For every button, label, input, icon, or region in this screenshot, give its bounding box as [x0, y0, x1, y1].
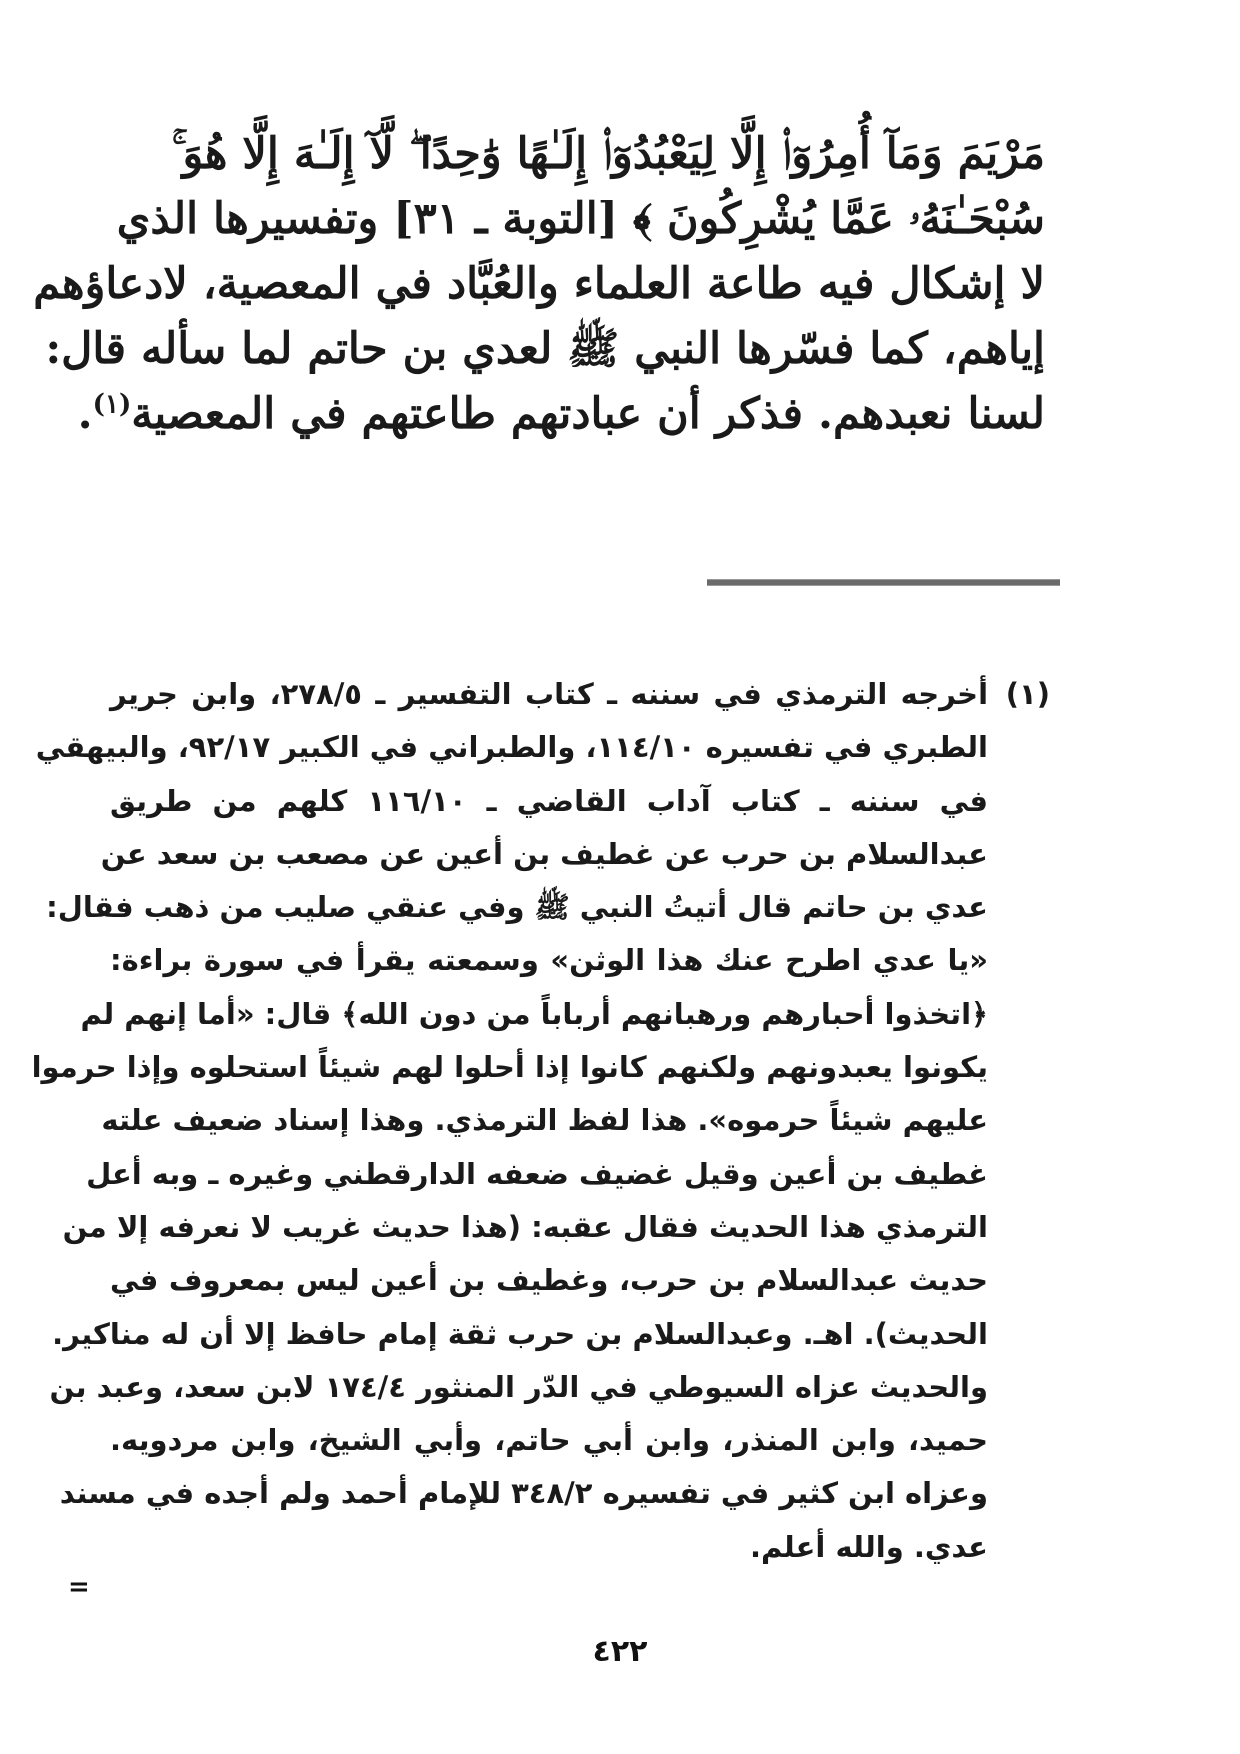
footnote-line: ﴿اتخذوا أحبارهم ورهبانهم أرباباً من دون الله﴾ قال: «أما إنهم لم	[80, 996, 988, 1031]
footnote-line: عبدالسلام بن حرب عن غطيف بن أعين عن مصعب بن سعد عن	[100, 836, 988, 871]
footnote-line: عليهم شيئاً حرموه». هذا لفظ الترمذي. وهذا إسناد ضعيف علته	[101, 1103, 988, 1138]
main-text-block	[33, 122, 1045, 447]
footnote-line: وعزاه ابن كثير في تفسيره ٣٤٨/٢ للإمام أحمد ولم أجده في مسند	[59, 1476, 988, 1511]
footnote-block	[31, 668, 1050, 1574]
footnote-line: في سننه ـ كتاب آداب القاضي ـ ١١٦/١٠ كلهم من طريق	[110, 783, 988, 818]
footnote-reference[interactable]: (١)	[92, 389, 132, 420]
footnote-line: أخرجه الترمذي في سننه ـ كتاب التفسير ـ ٢٧٨/٥، وابن جرير	[110, 677, 989, 711]
footnote-body	[31, 668, 989, 1574]
footnote-line: «يا عدي اطرح عنك هذا الوثن» وسمعته يقرأ في سورة براءة:	[110, 943, 988, 978]
main-text-line: لسنا نعبدهم. فذكر أن عبادتهم طاعتهم في المعصية$^{(١)}$.	[77, 389, 1045, 439]
footnote-marker: (١)	[1005, 677, 1050, 711]
footnote-line: والحديث عزاه السيوطي في الدّر المنثور ١٧٤/٤ لابن سعد، وعبد بن	[49, 1369, 988, 1404]
footnote-line: عدي. والله أعلم.	[750, 1529, 988, 1564]
footnote-separator-rule	[707, 579, 1060, 586]
main-text-line: سُبْحَـٰنَهُۥ عَمَّا يُشْرِكُونَ ﴾ [التوبة ـ ٣١] وتفسيرها الذي	[116, 194, 1045, 244]
page-number: ٤٢٢	[592, 1634, 648, 1669]
continuation-mark: =	[68, 1572, 90, 1602]
footnote-line: عدي بن حاتم قال أتيتُ النبي ﷺ وفي عنقي صليب من ذهب فقال:	[46, 890, 988, 925]
main-text-line: إياهم، كما فسّرها النبي ﷺ لعدي بن حاتم لما سأله قال:	[45, 324, 1045, 374]
footnote-line: حميد، وابن المنذر، وابن أبي حاتم، وأبي الشيخ، وابن مردويه.	[110, 1423, 988, 1458]
main-text-line-content: لسنا نعبدهم. فذكر أن عبادتهم طاعتهم في المعصية	[131, 389, 1045, 439]
footnote-line: الحديث). اهـ. وعبدالسلام بن حرب ثقة إمام حافظ إلا أن له مناكير.	[52, 1316, 988, 1351]
main-text-line: مَرْيَمَ وَمَآ أُمِرُوٓا۟ إِلَّا لِيَعْبُدُوٓا۟ إِلَـٰهًا وَٰحِدًا ۖ لَّآ إِلَـٰهَ إِلَّا هُوَ ۚ	[171, 129, 1045, 179]
footnote-line: الطبري في تفسيره ١١٤/١٠، والطبراني في الكبير ٩٢/١٧، والبيهقي	[35, 730, 988, 765]
footnote-line: يكونوا يعبدونهم ولكنهم كانوا إذا أحلوا لهم شيئاً استحلوه وإذا حرموا	[31, 1050, 988, 1085]
footnote-line: غطيف بن أعين وقيل غضيف ضعفه الدارقطني وغيره ـ وبه أعل	[86, 1156, 988, 1191]
main-text-line: لا إشكال فيه طاعة العلماء والعُبَّاد في المعصية، لادعاؤهم	[33, 259, 1045, 309]
footnote-line: حديث عبدالسلام بن حرب، وغطيف بن أعين ليس بمعروف في	[110, 1263, 988, 1298]
footnote-line: الترمذي هذا الحديث فقال عقبه: (هذا حديث غريب لا نعرفه إلا من	[62, 1209, 988, 1244]
